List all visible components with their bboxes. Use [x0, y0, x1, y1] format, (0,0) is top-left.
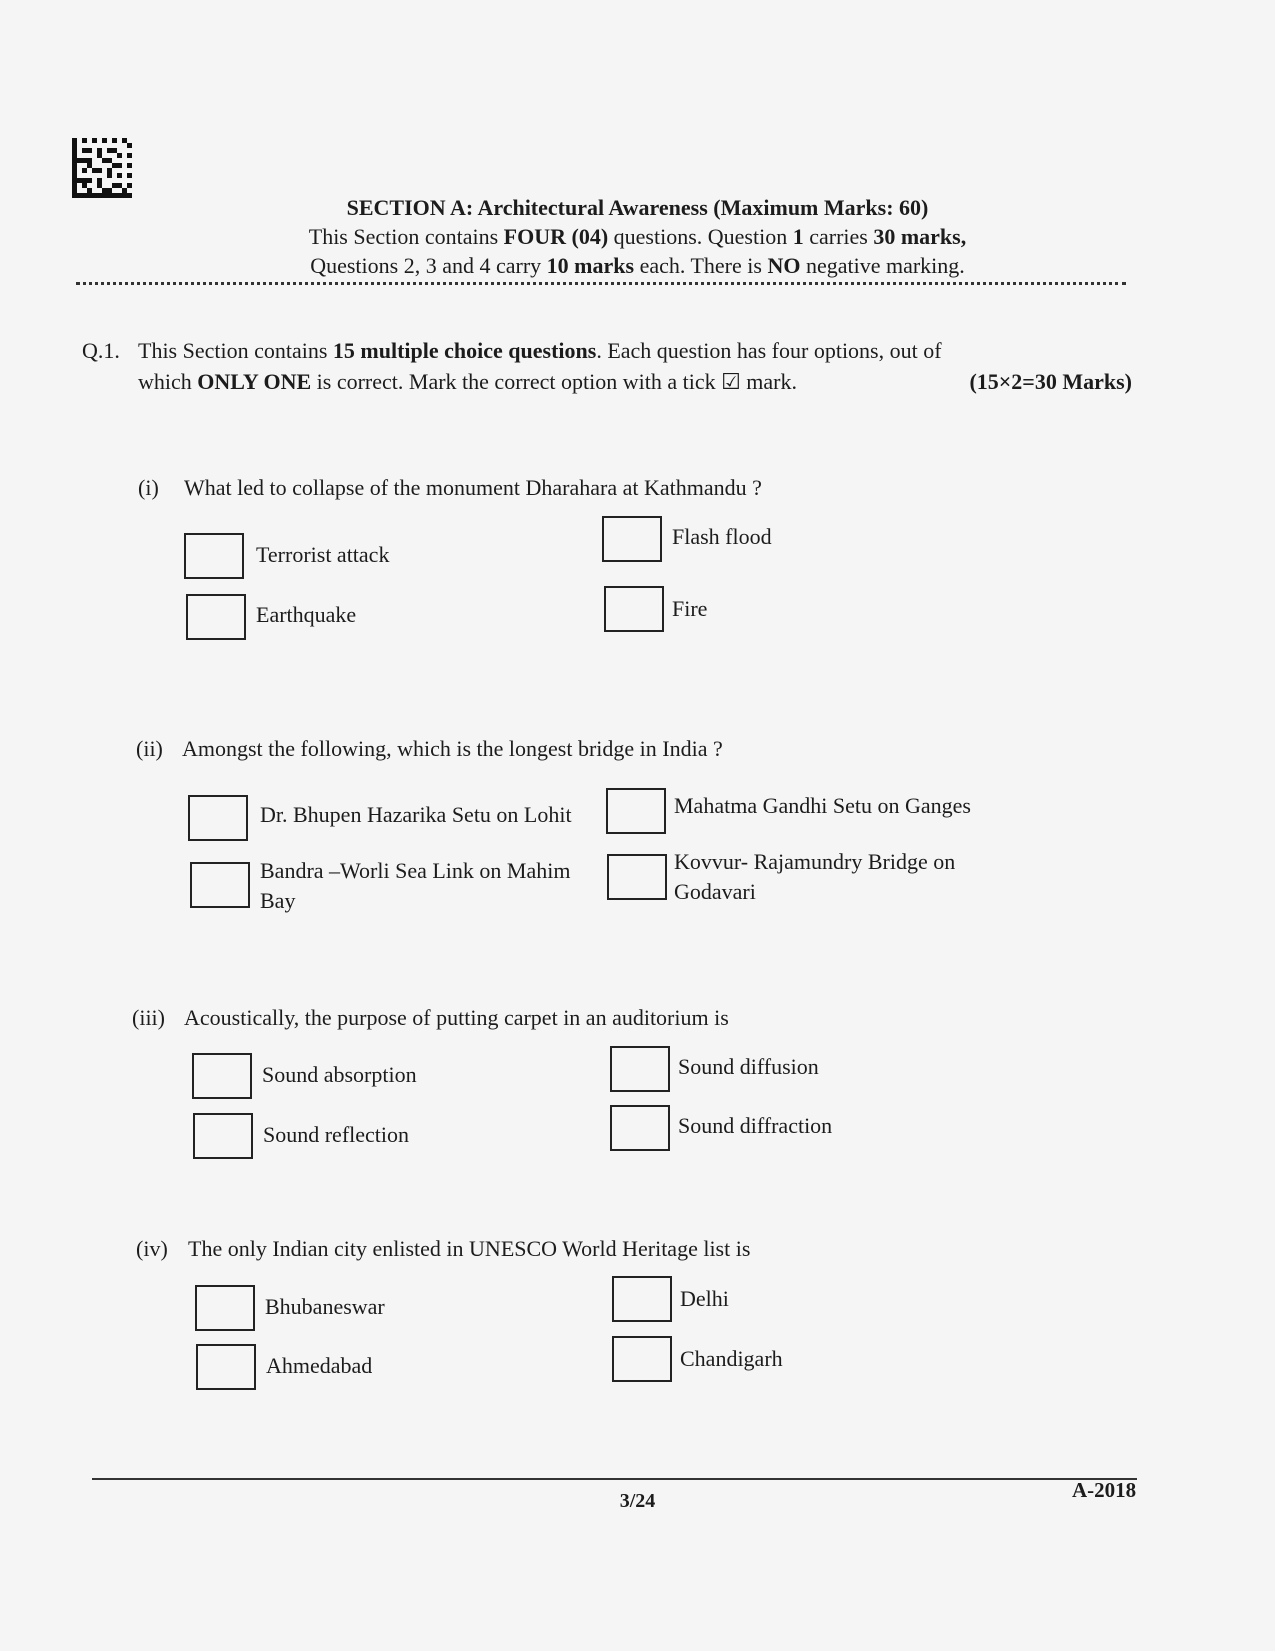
footer-divider — [92, 1478, 1137, 1480]
option-checkbox[interactable] — [193, 1113, 253, 1159]
option-checkbox[interactable] — [604, 586, 664, 632]
option-label: Bhubaneswar — [265, 1294, 385, 1319]
dotted-divider — [76, 282, 1126, 285]
option-checkbox[interactable] — [606, 788, 666, 834]
option-label: Bandra –Worli Sea Link on Mahim Bay — [260, 858, 571, 913]
section-description-line-2: Questions 2, 3 and 4 carry 10 marks each. There is NO negative marking. — [310, 253, 965, 278]
option-checkbox[interactable] — [195, 1285, 255, 1331]
option-checkbox[interactable] — [610, 1046, 670, 1092]
option-label: Sound absorption — [262, 1062, 417, 1087]
option-label: Dr. Bhupen Hazarika Setu on Lohit — [260, 802, 572, 827]
option-label: Sound diffraction — [678, 1113, 833, 1138]
question-marks: (15×2=30 Marks) — [969, 369, 1132, 394]
paper-code: A-2018 — [1072, 1478, 1137, 1502]
option-checkbox[interactable] — [612, 1276, 672, 1322]
question-iv-text: (iv) The only Indian city enlisted in UNESCO World Heritage list is — [136, 1236, 751, 1261]
option-label: Delhi — [680, 1286, 729, 1311]
option-label: Ahmedabad — [266, 1353, 373, 1378]
option-checkbox[interactable] — [607, 854, 667, 900]
option-label: Flash flood — [672, 524, 772, 549]
question-ii-text: (ii) Amongst the following, which is the longest bridge in India ? — [136, 736, 723, 761]
question-iii-text: (iii) Acoustically, the purpose of putting carpet in an auditorium is — [132, 1005, 729, 1030]
option-checkbox[interactable] — [190, 862, 250, 908]
section-title: SECTION A: Architectural Awareness (Maximum Marks: 60) — [346, 195, 929, 220]
qr-code-icon — [72, 138, 132, 198]
question-i-text: (i) What led to collapse of the monument Dharahara at Kathmandu ? — [138, 475, 762, 500]
option-checkbox[interactable] — [192, 1053, 252, 1099]
option-label: Chandigarh — [680, 1346, 783, 1371]
question-1-instructions: Q.1. This Section contains 15 multiple choice questions. Each question has four options, out of which ONLY ONE is correct. Mark the correct option with a tick ☑ mark. (15×2=30 Marks) — [82, 335, 1132, 397]
question-number: Q.1. — [82, 338, 120, 363]
section-description-line-1: This Section contains FOUR (04) questions. Question 1 carries 30 marks, — [308, 224, 967, 249]
option-label: Sound reflection — [263, 1122, 410, 1147]
option-checkbox[interactable] — [186, 594, 246, 640]
option-label: Sound diffusion — [678, 1054, 819, 1079]
option-label: Terrorist attack — [256, 542, 390, 567]
option-checkbox[interactable] — [184, 533, 244, 579]
option-label: Mahatma Gandhi Setu on Ganges — [674, 793, 971, 818]
option-checkbox[interactable] — [602, 516, 662, 562]
option-checkbox[interactable] — [188, 795, 248, 841]
option-label: Fire — [672, 596, 708, 621]
page-number: 3/24 — [619, 1490, 656, 1512]
option-label: Earthquake — [256, 602, 357, 627]
option-checkbox[interactable] — [196, 1344, 256, 1390]
option-checkbox[interactable] — [612, 1336, 672, 1382]
option-label: Kovvur- Rajamundry Bridge on Godavari — [674, 849, 956, 904]
option-checkbox[interactable] — [610, 1105, 670, 1151]
